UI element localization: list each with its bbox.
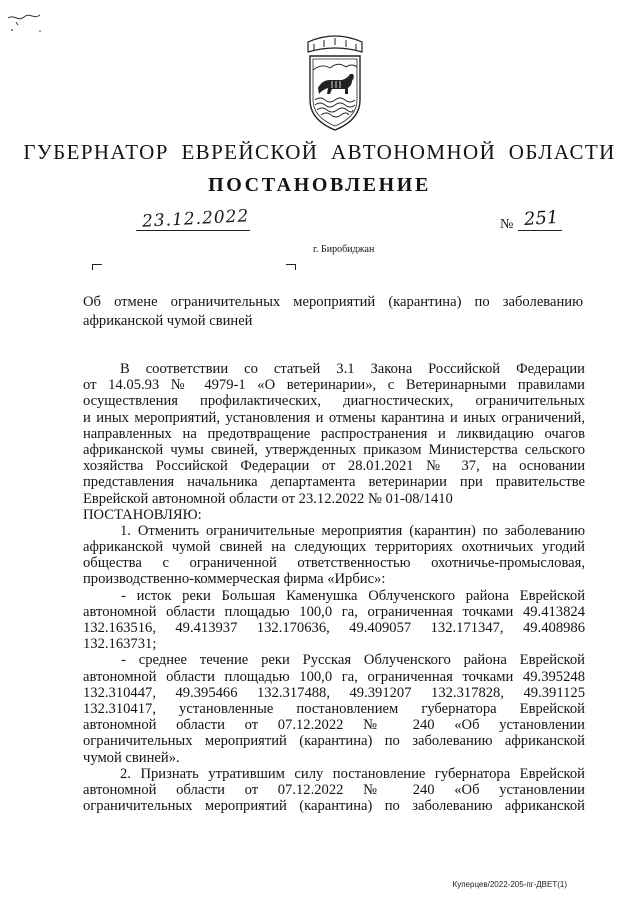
number-underline [518,230,562,231]
city-name: г. Биробиджан [313,244,375,255]
body-line: - среднее течение реки Русская Облученского района Еврейской [121,652,585,669]
date-underline [136,230,250,231]
body-line: африканской чумой свиней на следующих территориях охотничьих угодий [83,539,585,556]
body-line: направленных на предотвращение распространения и ликвидацию очагов [83,425,585,442]
body-line: - исток реки Большая Каменушка Облученского района Еврейской [121,587,585,604]
body-line: от 14.05.93 № 4979-1 «О ветеринарии», с Ветеринарными правилами [83,377,585,394]
body-line: 1. Отменить ограничительные мероприятия (карантин) по заболеванию [120,522,585,539]
body-line: автономной области площадью 100,0 га, ограниченная точками 49.413824 [83,603,585,620]
document-subject: Об отмене ограничительных мероприятий (карантина) по заболеванию африканской чумой свиней [83,294,583,329]
body-line: производственно-коммерческая фирма «Ирбис»: [83,571,386,588]
coat-of-arms-emblem [302,30,368,134]
body-line: автономной области от 07.12.2022 № 240 «Об установлении [83,781,585,798]
document-registry-code: Куперцев/2022-205-пг-ДВЕТ(1) [452,880,567,889]
body-line: Еврейской автономной области от 23.12.2022 № 01-08/1410 [83,490,453,507]
body-line: хозяйства Российской Федерации от 28.01.2021 № 37, на основании [83,458,585,475]
body-line: автономной области от 07.12.2022 № 240 «Об установлении [83,717,585,734]
body-line: 132.310417, установленные постановлением губернатора Еврейской [83,700,585,717]
body-line: африканской чумы свиней, утвержденных приказом Министерства сельского [83,441,585,458]
body-line: чумой свиней». [83,749,180,766]
issuer-title: ГУБЕРНАТОР ЕВРЕЙСКОЙ АВТОНОМНОЙ ОБЛАСТИ [23,140,616,164]
subject-bracket-left [92,264,102,270]
body-line: 2. Признать утратившим силу постановление губернатора Еврейской [120,765,585,782]
body-line: общества с ограниченной ответственностью охотничье-промысловая, [83,555,585,572]
document-type-heading: ПОСТАНОВЛЕНИЕ [208,174,431,196]
body-line: ограничительных мероприятий (карантина) по заболеванию африканской [83,733,585,750]
body-line: осуществления профилактических, диагностических, ограничительных [83,393,585,410]
document-date: 23.12.2022 [141,206,250,232]
resolution-keyword: ПОСТАНОВЛЯЮ: [83,506,202,523]
body-line: автономной области площадью 100,0 га, ограниченная точками 49.395248 [83,668,585,685]
body-line: 132.310447, 49.395466 132.317488, 49.391207 132.317828, 49.391125 [83,684,585,701]
document-body [83,361,585,814]
subject-bracket-right [286,264,296,270]
body-line: 132.163731; [83,636,157,653]
body-line: и иных мероприятий, установления и отмены карантина и иных ограничений, [83,409,585,426]
handwritten-mark [6,10,50,36]
body-line: В соответствии со статьей 3.1 Закона Российской Федерации [120,361,585,377]
number-label: № [500,217,514,232]
body-line: 132.163516, 49.413937 132.170636, 49.409057 132.171347, 49.408986 [83,620,585,636]
body-line: ограничительных мероприятий (карантина) по заболеванию африканской [83,798,585,815]
document-number: 251 [523,206,560,231]
body-line: представления начальника департамента ветеринарии при правительстве [83,474,585,491]
